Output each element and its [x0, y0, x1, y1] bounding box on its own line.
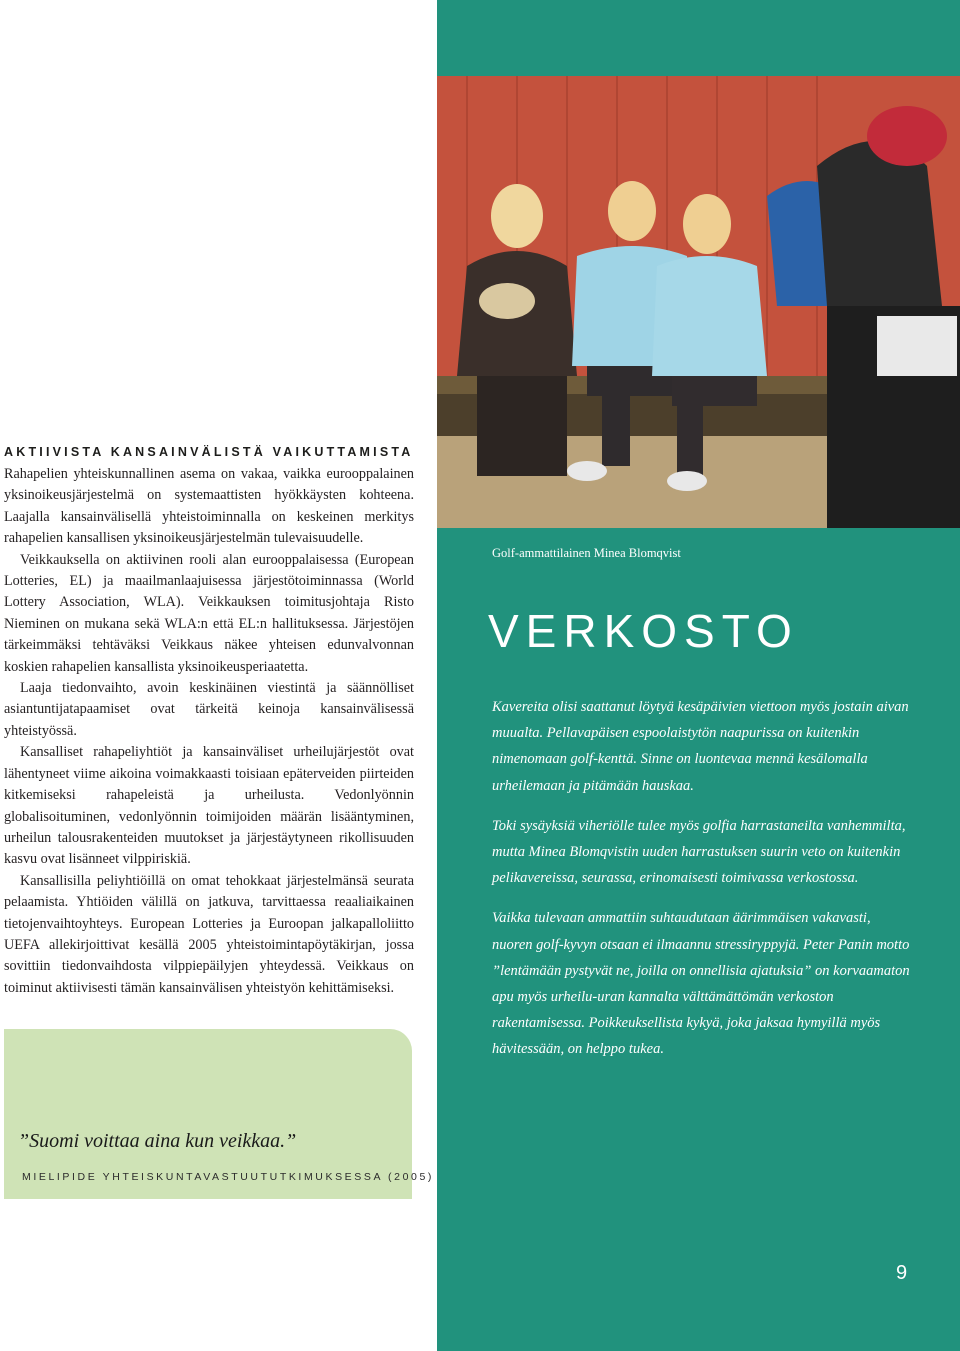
section-heading: AKTIIVISTA KANSAINVÄLISTÄ VAIKUTTAMISTA: [4, 445, 414, 459]
panel-title: VERKOSTO: [488, 605, 799, 657]
article-paragraph: Kansalliset rahapeliyhtiöt ja kansainväliset urheilujärjestöt ovat lähentyneet viime aikoina voimakkaasti toisiaan epäterveiden piirteiden kitkemiseksi rahapeleistä ja urheilusta. Vedonlyönnin globalisoituminen, vedonlyönnin toimijoiden määrän lisääntyminen, urheilun talousrakenteiden muutokset ja järjestäytyneen rikollisuuden kasvu ovat lisänneet vilppiriskiä.: [4, 744, 414, 868]
panel-paragraph: Vaikka tulevaan ammattiin suhtaudutaan äärimmäisen vakavasti, nuoren golf-kyvyn otsaan ei ilmaannu stressiryppyjä. Peter Panin motto ”lentämään pystyvät ne, joilla on onnellisia ajatuksia” on korvaamaton apu myös urheilu-uran kannalta välttämättömän verkoston rakentamisessa. Poikkeuksellista kykyä, joka jaksaa hymyillä myös hävitessään, on helppo tukea.: [492, 910, 910, 1058]
panel-story: [492, 694, 912, 1077]
quote-source: MIELIPIDE YHTEISKUNTAVASTUUTUTKIMUKSESSA (2005): [22, 1171, 434, 1183]
article-paragraph: Laaja tiedonvaihto, avoin keskinäinen viestintä ja säännölliset asiantuntijatapaamiset ovat tärkeitä keinoja kansainvälisessä yhteistyössä.: [4, 680, 414, 739]
panel-paragraph: Toki sysäyksiä viheriölle tulee myös golfia harrastaneilta vanhemmilta, mutta Minea Blomqvistin uuden harrastuksen suurin veto on kuitenkin pelikavereissa, seurassa, erinomaisesti toimivassa verkostossa.: [492, 817, 906, 887]
article-body: [4, 464, 414, 999]
article-paragraph: Veikkauksella on aktiivinen rooli alan eurooppalaisessa (European Lotteries, EL) ja maailmanlaajuisessa järjestötoiminnassa (World Lottery Association, WLA). Veikkauksen toimitusjohtaja Risto Nieminen on mukana sekä WLA:n että EL:n hallituksessa. Järjestöjen tärkeimmäksi tehtäväksi Veikkaus näkee yhteisen edunvalvonnan koskien rahapelien kansallista yksinoikeusperiaatetta.: [4, 551, 414, 675]
article-paragraph: Rahapelien yhteiskunnallinen asema on vakaa, vaikka eurooppalainen yksinoikeusjärjestelmä on systemaattisten hyökkäysten kohteena. Laajalla kansainvälisellä yhteistoiminnalla on keskeinen merkitys rahapelien kansallisen yksinoikeusjärjestelmän tulevaisuudelle.: [4, 466, 414, 547]
page-number: 9: [896, 1262, 908, 1284]
panel-paragraph: Kavereita olisi saattanut löytyä kesäpäivien viettoon myös jostain aivan muualta. Pellavapäisen espoolaistytön naapurissa on kuitenkin nimenomaan golf-kenttä. Sinne on luontevaa mennä kesälomalla urheilemaan ja pitämään hauskaa.: [492, 699, 909, 794]
quote-box: [4, 1029, 434, 1199]
photo-caption: Golf-ammattilainen Minea Blomqvist: [492, 546, 681, 560]
quote-text: ”Suomi voittaa aina kun veikkaa.”: [18, 1130, 297, 1152]
golf-players-photo: [437, 76, 960, 528]
article-paragraph: Kansallisilla peliyhtiöillä on omat tehokkaat järjestelmänsä seurata pelaamista. Yhtiöiden välillä on jatkuva, tarvittaessa reaaliaikainen tietojenvaihtoyhteys. European Lotteries ja Euroopan jalkapalloliitto UEFA allekirjoittivat kesällä 2005 yhteistoimintapöytäkirjan, jossa sovittiin tiedonvaihdosta vilppiepäilyjen yhteydessä. Veikkaus on toiminut aktiivisesti tämän kansainvälisen yhteistyön kehittämiseksi.: [4, 872, 414, 996]
